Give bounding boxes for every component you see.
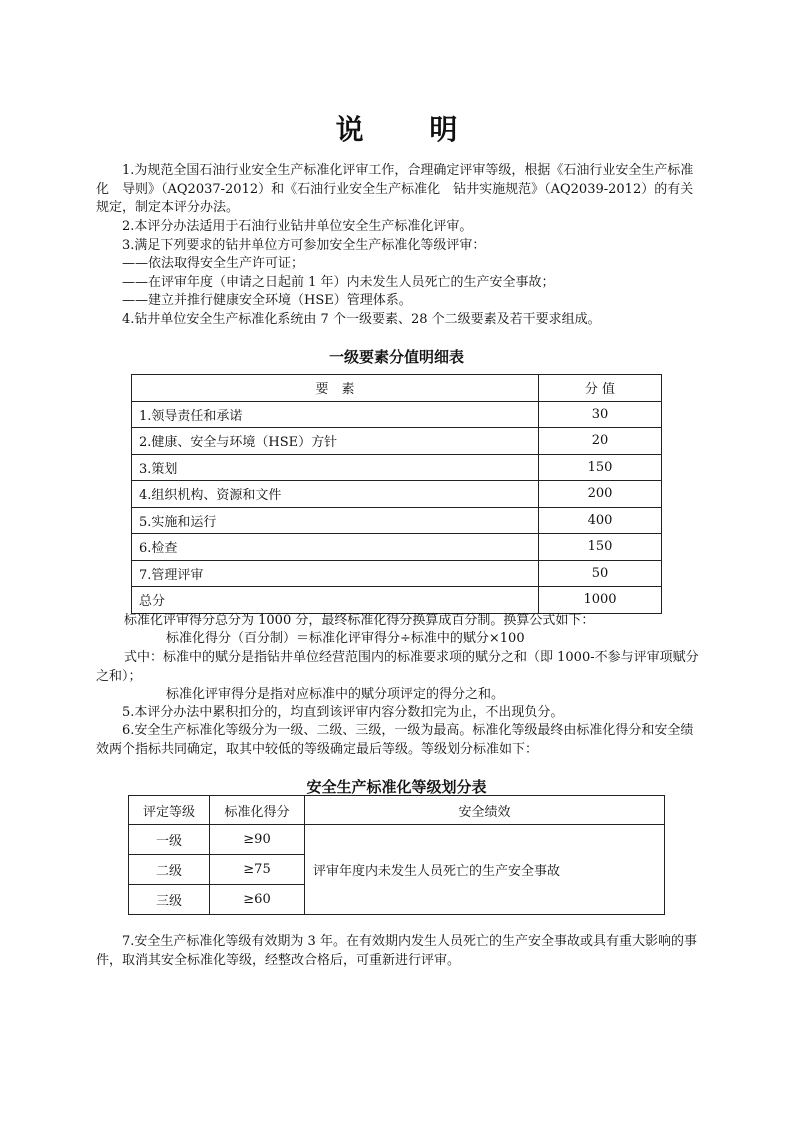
score-conversion-text: 标准化评审得分总分为 1000 分，最终标准化得分换算成百分制。换算公式如下： — [124, 613, 595, 628]
element-score: 30 — [539, 401, 662, 428]
element-name: 3.策划 — [132, 454, 539, 481]
paragraph-5: 5.本评分办法中累积扣分的，均直到该评审内容分数扣完为止，不出现负分。 — [122, 705, 564, 720]
element-name: 4.组织机构、资源和文件 — [132, 481, 539, 508]
grade-score: ≥60 — [210, 885, 305, 915]
paragraph-1: 1.为规范全国石油行业安全生产标准化评审工作，合理确定评审等级，根据《石油行业安全生产标准化 导则》（AQ2037-2012）和《石油行业安全生产标准化 钻井实施规范》（AQ2039-2012）的有关规定，制定本评分办法。 — [96, 163, 694, 215]
table2-title: 安全生产标准化等级划分表 — [306, 778, 487, 796]
element-score: 150 — [539, 454, 662, 481]
header-standard-score: 标准化得分 — [210, 796, 305, 825]
table-row — [129, 825, 665, 855]
table-row — [132, 560, 662, 587]
element-score: 200 — [539, 481, 662, 508]
safety-performance: 评审年度内未发生人员死亡的生产安全事故 — [305, 825, 665, 915]
element-score-table — [131, 374, 662, 614]
paragraph-4: 4.钻井单位安全生产标准化系统由 7 个一级要素、28 个二级要素及若干要求组成。 — [122, 312, 601, 327]
grade-score: ≥90 — [210, 825, 305, 855]
total-label: 总分 — [132, 587, 539, 614]
requirement-3: ——建立并推行健康安全环境（HSE）管理体系。 — [122, 293, 412, 308]
element-name: 5.实施和运行 — [132, 507, 539, 534]
element-name: 7.管理评审 — [132, 560, 539, 587]
formula-note-1: 式中：标准中的赋分是指钻井单位经营范围内的标准要求项的赋分之和（即 1000-不参与评审项赋分之和）； — [96, 650, 699, 684]
element-score: 400 — [539, 507, 662, 534]
table-row — [132, 481, 662, 508]
total-score: 1000 — [539, 587, 662, 614]
header-element: 要 素 — [132, 375, 539, 402]
grade-score: ≥75 — [210, 855, 305, 885]
grade-table — [128, 795, 665, 915]
requirement-1: ——依法取得安全生产许可证； — [122, 256, 305, 271]
requirement-2: ——在评审年度（申请之日起前 1 年）内未发生人员死亡的生产安全事故； — [122, 275, 555, 290]
table-row — [132, 454, 662, 481]
paragraph-2: 2.本评分办法适用于石油行业钻井单位安全生产标准化评审。 — [122, 219, 473, 234]
paragraph-6: 6.安全生产标准化等级分为一级、二级、三级，一级为最高。标准化等级最终由标准化得分和安全绩效两个指标共同确定，取其中较低的等级确定最后等级。等级划分标准如下： — [96, 723, 694, 757]
header-score: 分 值 — [539, 375, 662, 402]
table-header-row — [132, 375, 662, 402]
header-safety-performance: 安全绩效 — [305, 796, 665, 825]
grade-level: 二级 — [129, 855, 210, 885]
element-score: 50 — [539, 560, 662, 587]
element-score: 150 — [539, 534, 662, 561]
conversion-formula: 标准化得分（百分制）＝标准化评审得分÷标准中的赋分×100 — [166, 631, 525, 646]
table-row — [132, 507, 662, 534]
table-header-row — [129, 796, 665, 825]
element-score: 20 — [539, 428, 662, 455]
table-row — [132, 534, 662, 561]
paragraph-7: 7.安全生产标准化等级有效期为 3 年。在有效期内发生人员死亡的生产安全事故或具有重大影响的事件，取消其安全标准化等级，经整改合格后，可重新进行评审。 — [96, 934, 697, 968]
page-title: 说 明 — [335, 113, 486, 146]
table1-title: 一级要素分值明细表 — [328, 348, 464, 366]
table-row — [132, 428, 662, 455]
grade-level: 三级 — [129, 885, 210, 915]
table-total-row — [132, 587, 662, 614]
table-row — [132, 401, 662, 428]
grade-level: 一级 — [129, 825, 210, 855]
formula-note-2: 标准化评审得分是指对应标准中的赋分项评定的得分之和。 — [166, 687, 505, 702]
element-name: 6.检查 — [132, 534, 539, 561]
paragraph-3: 3.满足下列要求的钻井单位方可参加安全生产标准化等级评审： — [122, 238, 486, 253]
header-grade: 评定等级 — [129, 796, 210, 825]
element-name: 2.健康、安全与环境（HSE）方针 — [132, 428, 539, 455]
element-name: 1.领导责任和承诺 — [132, 401, 539, 428]
